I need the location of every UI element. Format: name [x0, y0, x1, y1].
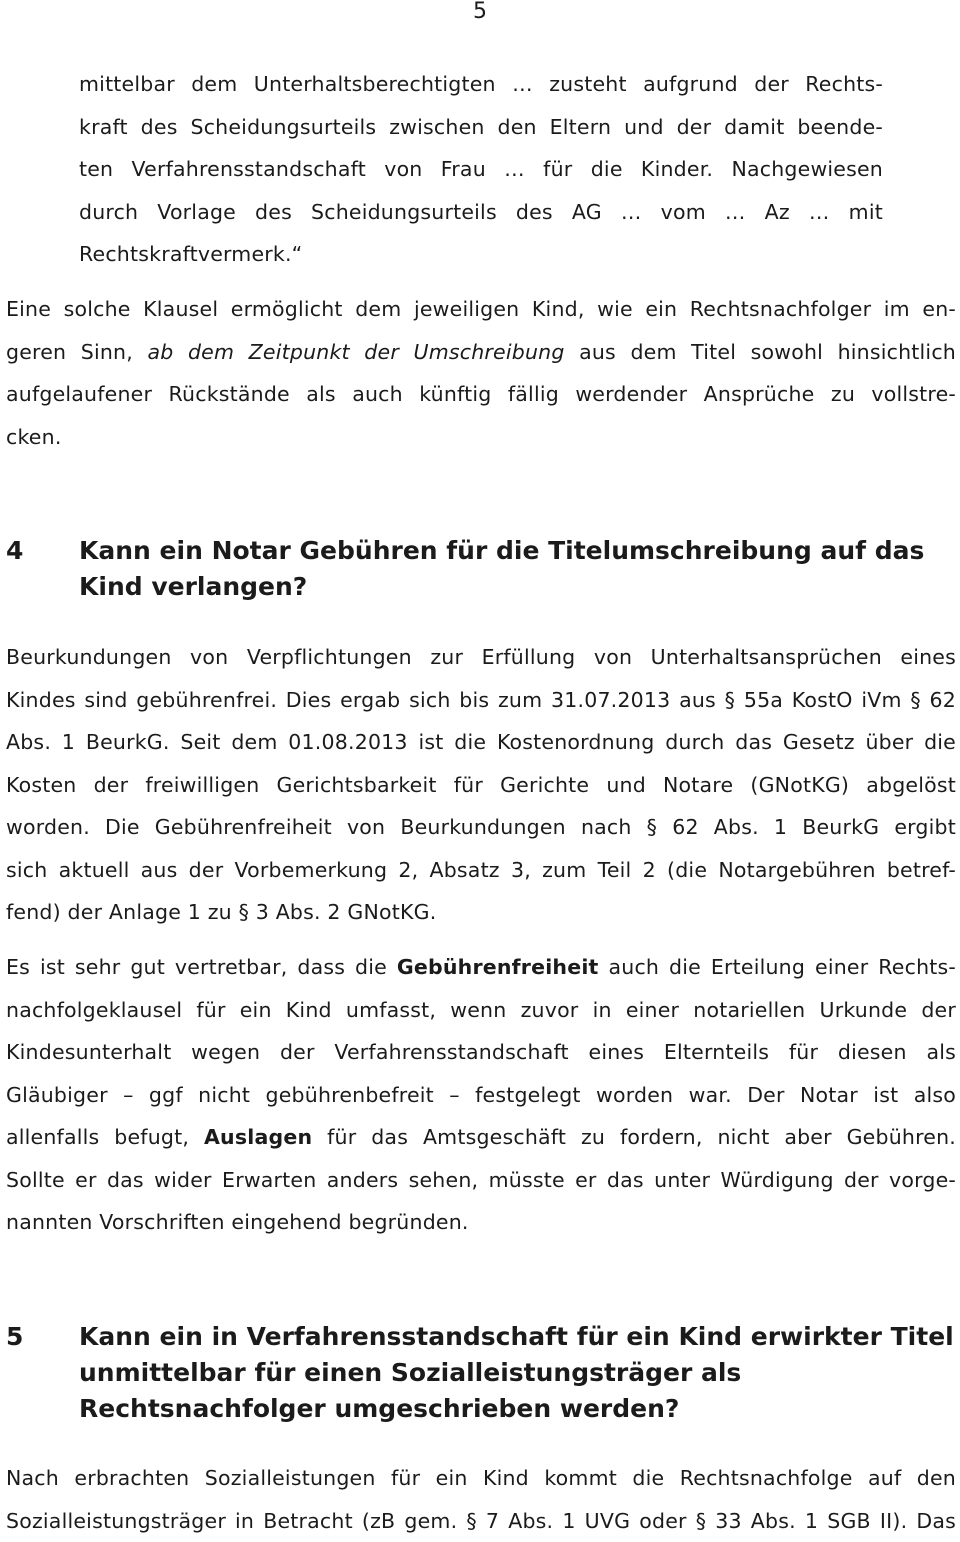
- text-line: Sollte er das wider Erwarten anders sehen, müsste er das unter Würdigung der vorge-: [6, 1159, 956, 1202]
- text-line: Kosten der freiwilligen Gerichtsbarkeit für Gerichte und Notare (GNotKG) abgelöst: [6, 764, 956, 807]
- section-title: Kann ein Notar Gebühren für die Titelumschreibung auf das Kind verlangen?: [79, 533, 956, 605]
- text-line: [6, 946, 956, 989]
- bold-term: Auslagen: [204, 1125, 312, 1149]
- text-line: Abs. 1 BeurkG. Seit dem 01.08.2013 ist die Kostenordnung durch das Gesetz über die: [6, 721, 956, 764]
- text-line: ten Verfahrensstandschaft von Frau … für die Kinder. Nachgewiesen: [79, 148, 883, 191]
- paragraph-vertretbar: [6, 946, 956, 1244]
- text-fragment: für das Amtsgeschäft zu fordern, nicht aber Gebühren.: [312, 1125, 956, 1149]
- paragraph-klausel: [6, 288, 956, 458]
- section-number: 4: [6, 533, 23, 569]
- text-line: Beurkundungen von Verpflichtungen zur Erfüllung von Unterhaltsansprüchen eines: [6, 636, 956, 679]
- text-fragment: aus dem Titel sowohl hinsichtlich: [565, 340, 956, 364]
- text-line: aufgelaufener Rückstände als auch künftig fällig werdender Ansprüche zu vollstre-: [6, 373, 956, 416]
- text-line: worden. Die Gebührenfreiheit von Beurkundungen nach § 62 Abs. 1 BeurkG ergibt: [6, 806, 956, 849]
- text-line: Gläubiger – ggf nicht gebührenbefreit – festgelegt worden war. Der Notar ist also: [6, 1074, 956, 1117]
- text-line: [6, 331, 956, 374]
- text-fragment: auch die Erteilung einer Rechts-: [599, 955, 956, 979]
- section-number: 5: [6, 1319, 23, 1355]
- section-title: Kann ein in Verfahrensstandschaft für ein Kind erwirkter Titel unmittelbar für einen Sozialleistungsträger als Rechtsnachfolger umgeschrieben werden?: [79, 1319, 956, 1427]
- bold-term: Gebührenfreiheit: [397, 955, 599, 979]
- text-line: Rechtskraftvermerk.“: [79, 233, 883, 276]
- text-line: nannten Vorschriften eingehend begründen.: [6, 1201, 956, 1244]
- paragraph-rechtsnachfolge: [6, 1457, 956, 1542]
- text-line: Eine solche Klausel ermöglicht dem jeweiligen Kind, wie ein Rechtsnachfolger im en-: [6, 288, 956, 331]
- text-line: [6, 1116, 956, 1159]
- paragraph-beurkundung: [6, 636, 956, 934]
- quoted-clause-text: [79, 63, 883, 276]
- text-line: nachfolgeklausel für ein Kind umfasst, wenn zuvor in einer notariellen Urkunde der: [6, 989, 956, 1032]
- text-line: cken.: [6, 416, 956, 459]
- text-fragment: geren Sinn,: [6, 340, 147, 364]
- text-line: sich aktuell aus der Vorbemerkung 2, Absatz 3, zum Teil 2 (die Notargebühren betref-: [6, 849, 956, 892]
- text-line: Kindes sind gebührenfrei. Dies ergab sich bis zum 31.07.2013 aus § 55a KostO iVm § 62: [6, 679, 956, 722]
- text-line: Kindesunterhalt wegen der Verfahrensstandschaft eines Elternteils für diesen als: [6, 1031, 956, 1074]
- section-heading-4: [6, 533, 956, 605]
- text-fragment: allenfalls befugt,: [6, 1125, 204, 1149]
- text-line: Nach erbrachten Sozialleistungen für ein Kind kommt die Rechtsnachfolge auf den: [6, 1457, 956, 1500]
- emphasis-text: ab dem Zeitpunkt der Umschreibung: [147, 340, 564, 364]
- text-line: fend) der Anlage 1 zu § 3 Abs. 2 GNotKG.: [6, 891, 956, 934]
- text-line: durch Vorlage des Scheidungsurteils des AG … vom … Az … mit: [79, 191, 883, 234]
- text-line: kraft des Scheidungsurteils zwischen den Eltern und der damit beende-: [79, 106, 883, 149]
- page-number: 5: [473, 0, 487, 24]
- text-fragment: Es ist sehr gut vertretbar, dass die: [6, 955, 397, 979]
- text-line: Sozialleistungsträger in Betracht (zB gem. § 7 Abs. 1 UVG oder § 33 Abs. 1 SGB II). Das: [6, 1500, 956, 1542]
- section-heading-5: [6, 1319, 956, 1427]
- text-line: mittelbar dem Unterhaltsberechtigten … zusteht aufgrund der Rechts-: [79, 63, 883, 106]
